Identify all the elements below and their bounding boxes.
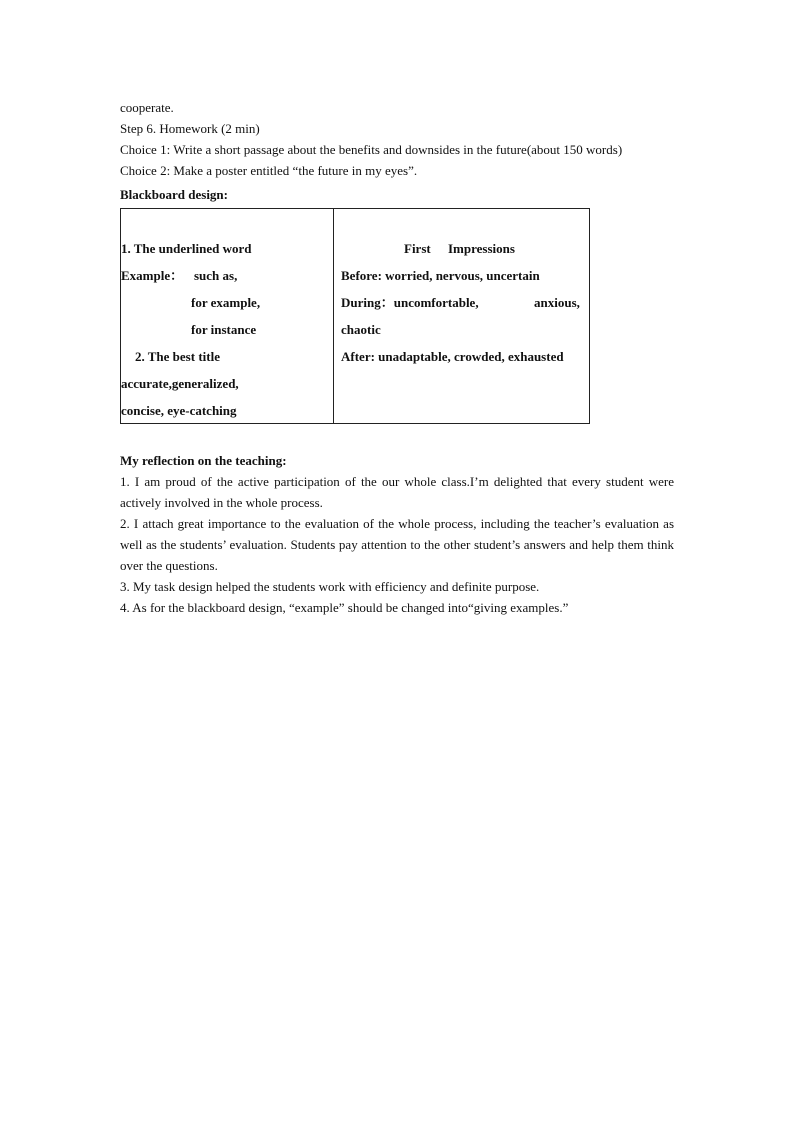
intro-line-cooperate: cooperate. xyxy=(120,100,174,115)
impressions-during-anxious: anxious, xyxy=(534,295,580,310)
title-qualities-2: concise, eye-catching xyxy=(121,403,237,418)
blackboard-right-cell xyxy=(334,209,589,423)
blackboard-table xyxy=(120,208,590,424)
reflection-section xyxy=(120,450,674,618)
impressions-after: After: unadaptable, crowded, exhausted xyxy=(341,349,564,364)
example-for-instance: for instance xyxy=(191,322,257,337)
example-such-as: such as, xyxy=(194,268,238,283)
impressions-before: Before: worried, nervous, uncertain xyxy=(341,268,540,283)
impressions-during-chaotic: chaotic xyxy=(341,322,381,337)
reflection-point-3: 3. My task design helped the students work with efficiency and definite purpose. xyxy=(120,579,540,594)
first-impressions-title-second: Impressions xyxy=(448,241,515,256)
first-impressions-title-first: First xyxy=(404,241,431,256)
reflection-point-2: 2. I attach great importance to the evaluation of the whole process, including the teacher’s evaluation as well as the students’ evaluation. Students pay attention to the other student’s answers and help them think over the questions. xyxy=(120,516,674,573)
impressions-during: During：uncomfortable, xyxy=(341,295,479,310)
reflection-heading: My reflection on the teaching: xyxy=(120,453,287,468)
best-title-item: 2. The best title xyxy=(135,349,220,364)
reflection-point-1: 1. I am proud of the active participation of the our whole class.I’m delighted that every student were actively involved in the whole process. xyxy=(120,474,674,510)
homework-choice-2: Choice 2: Make a poster entitled “the future in my eyes”. xyxy=(120,163,418,178)
reflection-point-4: 4. As for the blackboard design, “example” should be changed into“giving examples.” xyxy=(120,600,569,615)
underlined-word-item: 1. The underlined word xyxy=(121,241,252,256)
homework-step: Step 6. Homework (2 min) xyxy=(120,121,260,136)
example-for-example: for example, xyxy=(191,295,261,310)
homework-choice-1: Choice 1: Write a short passage about the benefits and downsides in the future(about 150 words) xyxy=(120,142,623,157)
title-qualities-1: accurate,generalized, xyxy=(121,376,239,391)
document-page xyxy=(120,97,674,618)
example-label: Example： xyxy=(121,268,184,283)
blackboard-left-cell xyxy=(121,209,334,423)
blackboard-heading: Blackboard design: xyxy=(120,187,228,202)
